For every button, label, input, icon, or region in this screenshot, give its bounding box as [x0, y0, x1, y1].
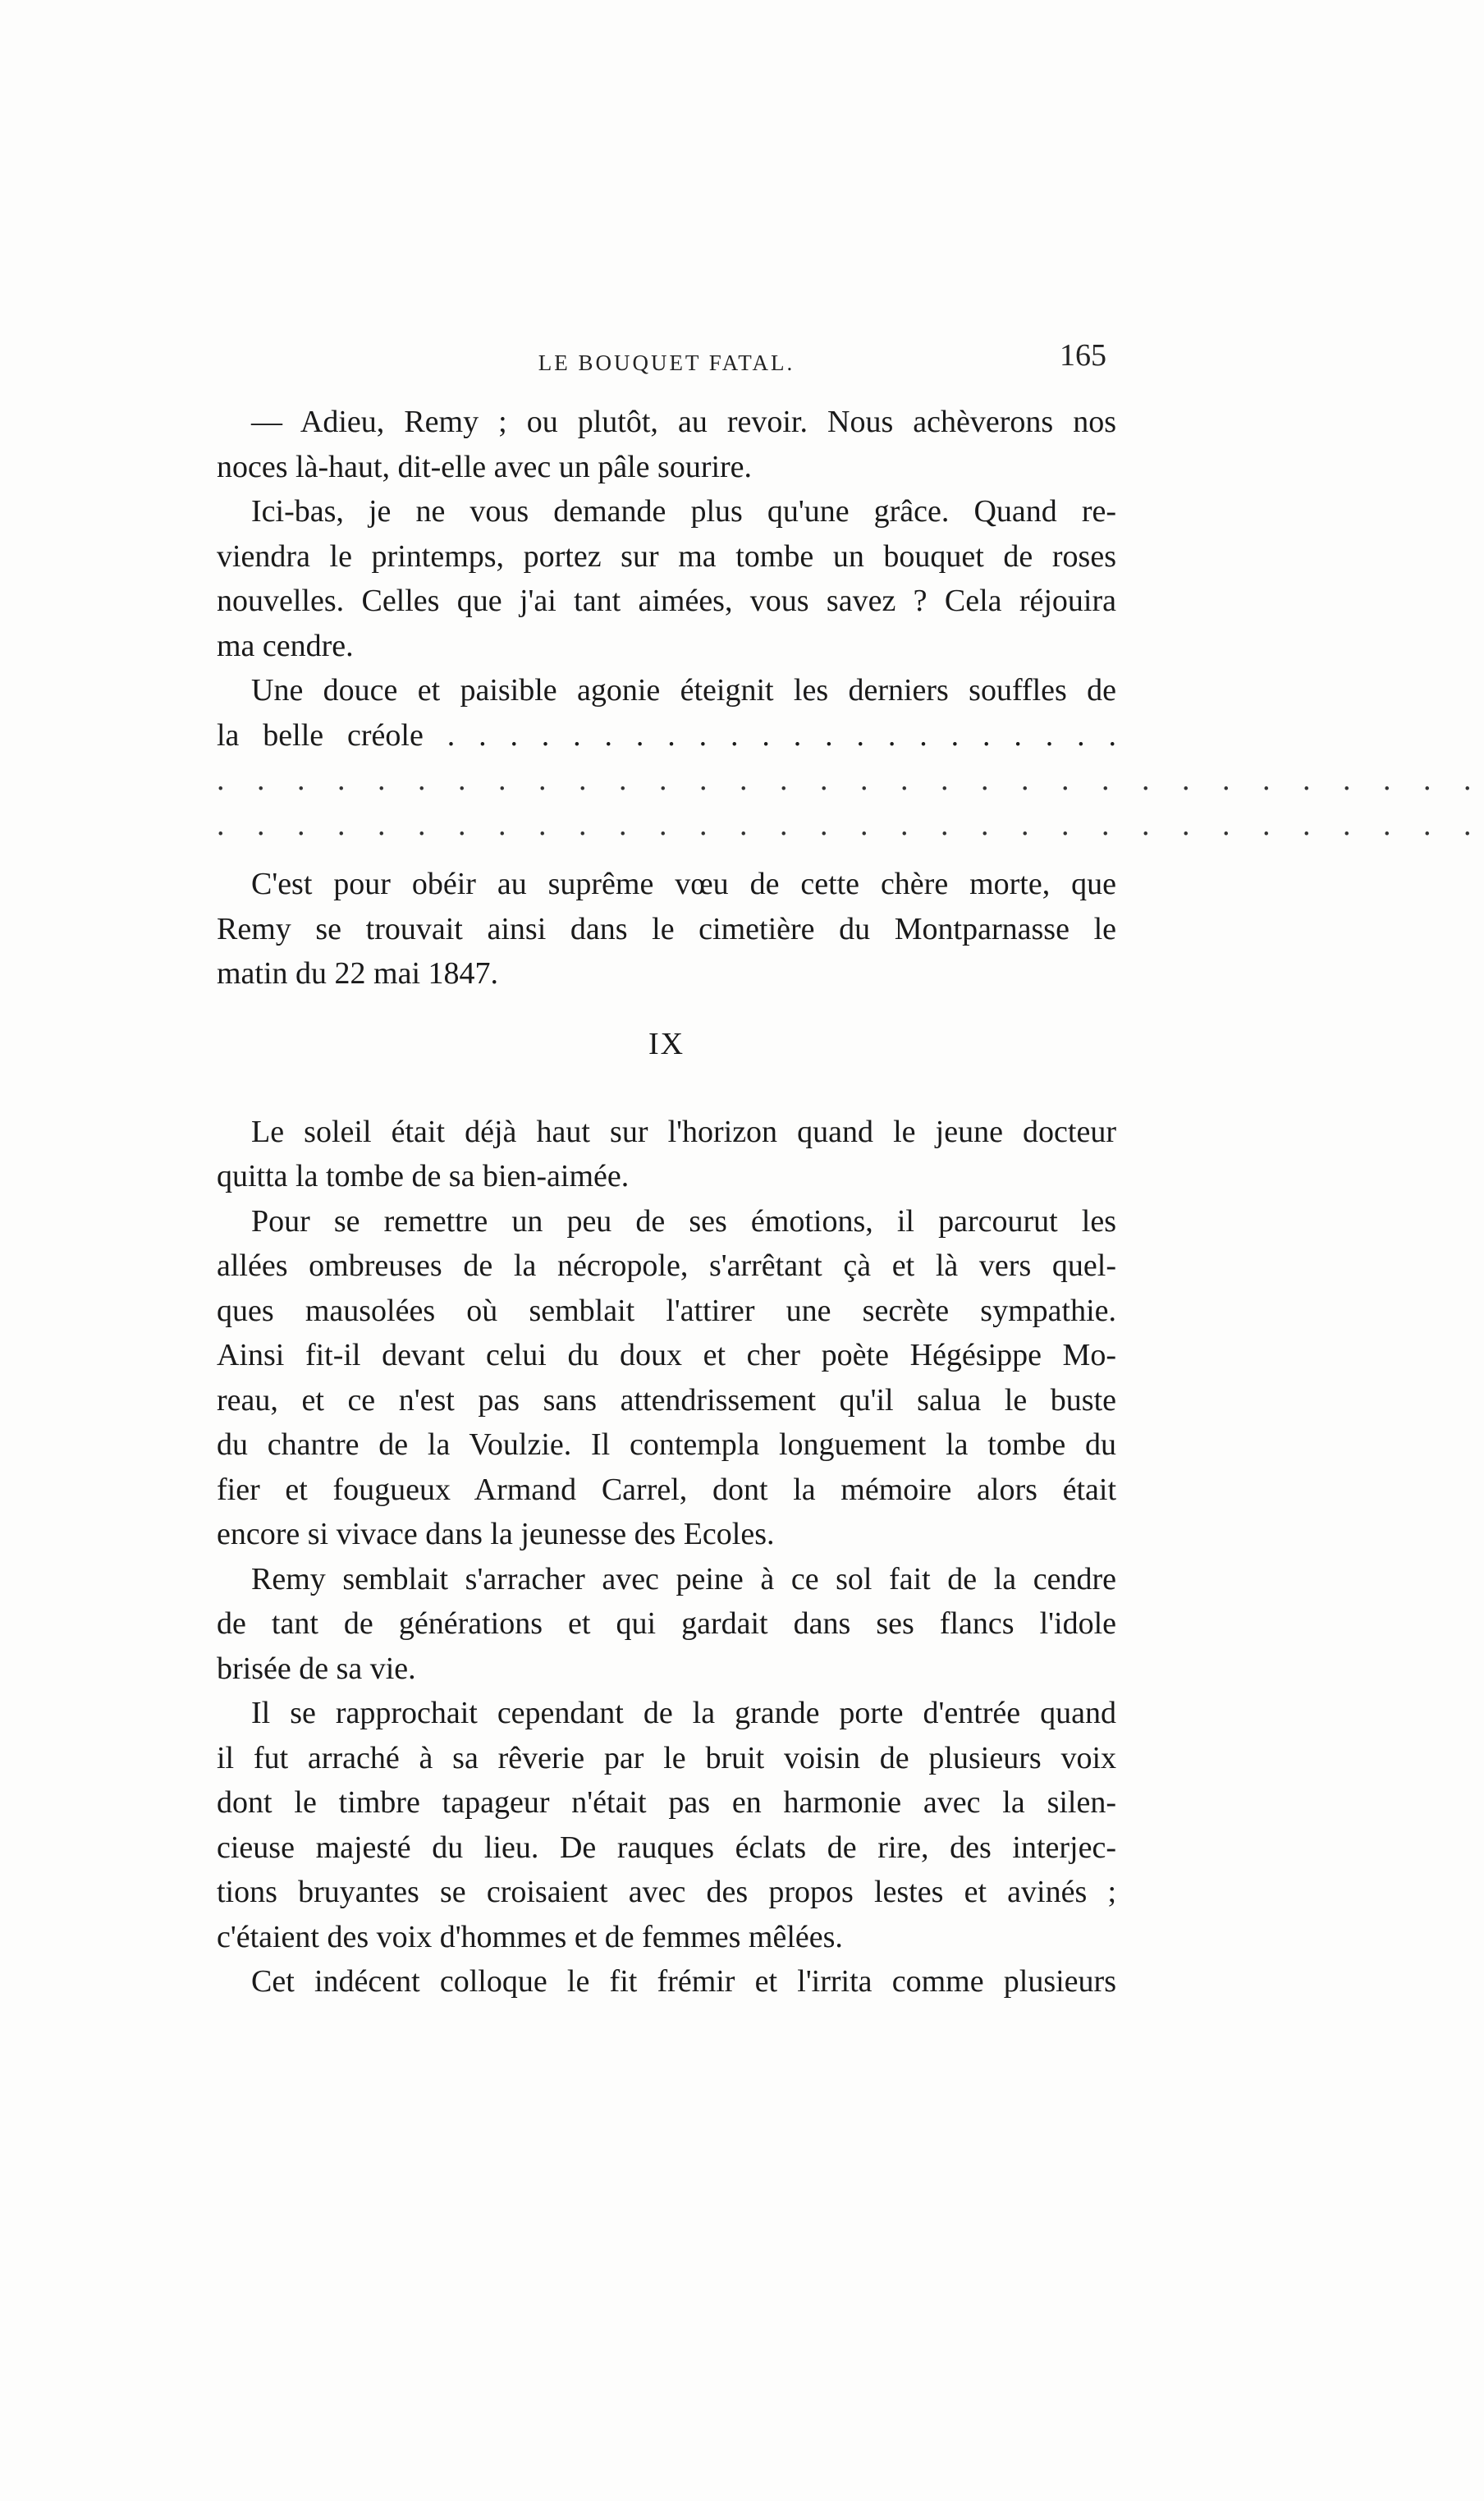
spacer [217, 1077, 1116, 1110]
text-line: ma cendre. [217, 628, 354, 663]
text-line: de tant de générations et qui gardait dans ses flancs l'idole [217, 1606, 1116, 1641]
text-line: fier et fougueux Armand Carrel, dont la mémoire alors était [217, 1472, 1116, 1507]
spacer [217, 996, 1116, 1011]
page-number: 165 [1060, 338, 1106, 373]
text-line: allées ombreuses de la nécropole, s'arrêtant çà et là vers quel- [217, 1248, 1116, 1283]
text-line: Le soleil était déjà haut sur l'horizon quand le jeune docteur [251, 1114, 1116, 1149]
text-line: c'étaient des voix d'hommes et de femmes mêlées. [217, 1919, 843, 1954]
text-line: cieuse majesté du lieu. De rauques éclats de rire, des interjec- [217, 1830, 1116, 1865]
text-line: quitta la tombe de sa bien-aimée. [217, 1159, 630, 1193]
text-line: la belle créole . . . . . . . . . . . . . . . . . . . . . . [217, 717, 1116, 753]
text-line: — Adieu, Remy ; ou plutôt, au revoir. Nous achèverons nos [251, 405, 1116, 439]
page-body [217, 400, 1484, 2004]
text-line: Ainsi fit-il devant celui du doux et cher poète Hégésippe Mo- [217, 1338, 1116, 1372]
text-line: Une douce et paisible agonie éteignit les derniers souffles de [251, 673, 1116, 708]
ellipsis-line: . . . . . . . . . . . . . . . . . . . . . . . . . . . . . . . . [217, 763, 1484, 797]
page-header [217, 332, 1116, 390]
spacer [217, 847, 1116, 862]
text-line: il fut arraché à sa rêverie par le bruit voisin de plusieurs voix [217, 1740, 1116, 1775]
text-line: encore si vivace dans la jeunesse des Ecoles. [217, 1517, 775, 1551]
text-line: Il se rapprochait cependant de la grande porte d'entrée quand [251, 1696, 1116, 1730]
ellipsis-line: . . . . . . . . . . . . . . . . . . . . . . . . . . . . . . . . [217, 807, 1484, 842]
text-line: Cet indécent colloque le fit frémir et l'irrita comme plusieurs [251, 1964, 1116, 1999]
text-line: tions bruyantes se croisaient avec des propos lestes et avinés ; [217, 1875, 1116, 1909]
text-line: Pour se remettre un peu de ses émotions, il parcourut les [251, 1203, 1116, 1239]
text-line: reau, et ce n'est pas sans attendrissement qu'il salua le buste [217, 1382, 1116, 1418]
text-line: Ici-bas, je ne vous demande plus qu'une grâce. Quand re- [251, 494, 1116, 529]
text-line: viendra le printemps, portez sur ma tombe un bouquet de roses [217, 538, 1116, 574]
text-line: brisée de sa vie. [217, 1651, 416, 1686]
text-line: Remy semblait s'arracher avec peine à ce sol fait de la cendre [251, 1561, 1116, 1596]
chapter-heading: IX [648, 1026, 685, 1061]
text-line: ques mausolées où semblait l'attirer une secrète sympathie. [217, 1293, 1116, 1328]
text-line: Remy se trouvait ainsi dans le cimetière du Montparnasse le [217, 911, 1116, 946]
text-line: C'est pour obéir au suprême vœu de cette chère morte, que [251, 867, 1116, 901]
text-line: du chantre de la Voulzie. Il contempla longuement la tombe du [217, 1427, 1116, 1462]
text-line: dont le timbre tapageur n'était pas en harmonie avec la silen- [217, 1785, 1116, 1820]
text-line: matin du 22 mai 1847. [217, 956, 499, 991]
text-line: noces là-haut, dit-elle avec un pâle sourire. [217, 449, 753, 484]
text-line: nouvelles. Celles que j'ai tant aimées, vous savez ? Cela réjouira [217, 584, 1116, 618]
running-title: LE BOUQUET FATAL. [538, 350, 795, 375]
